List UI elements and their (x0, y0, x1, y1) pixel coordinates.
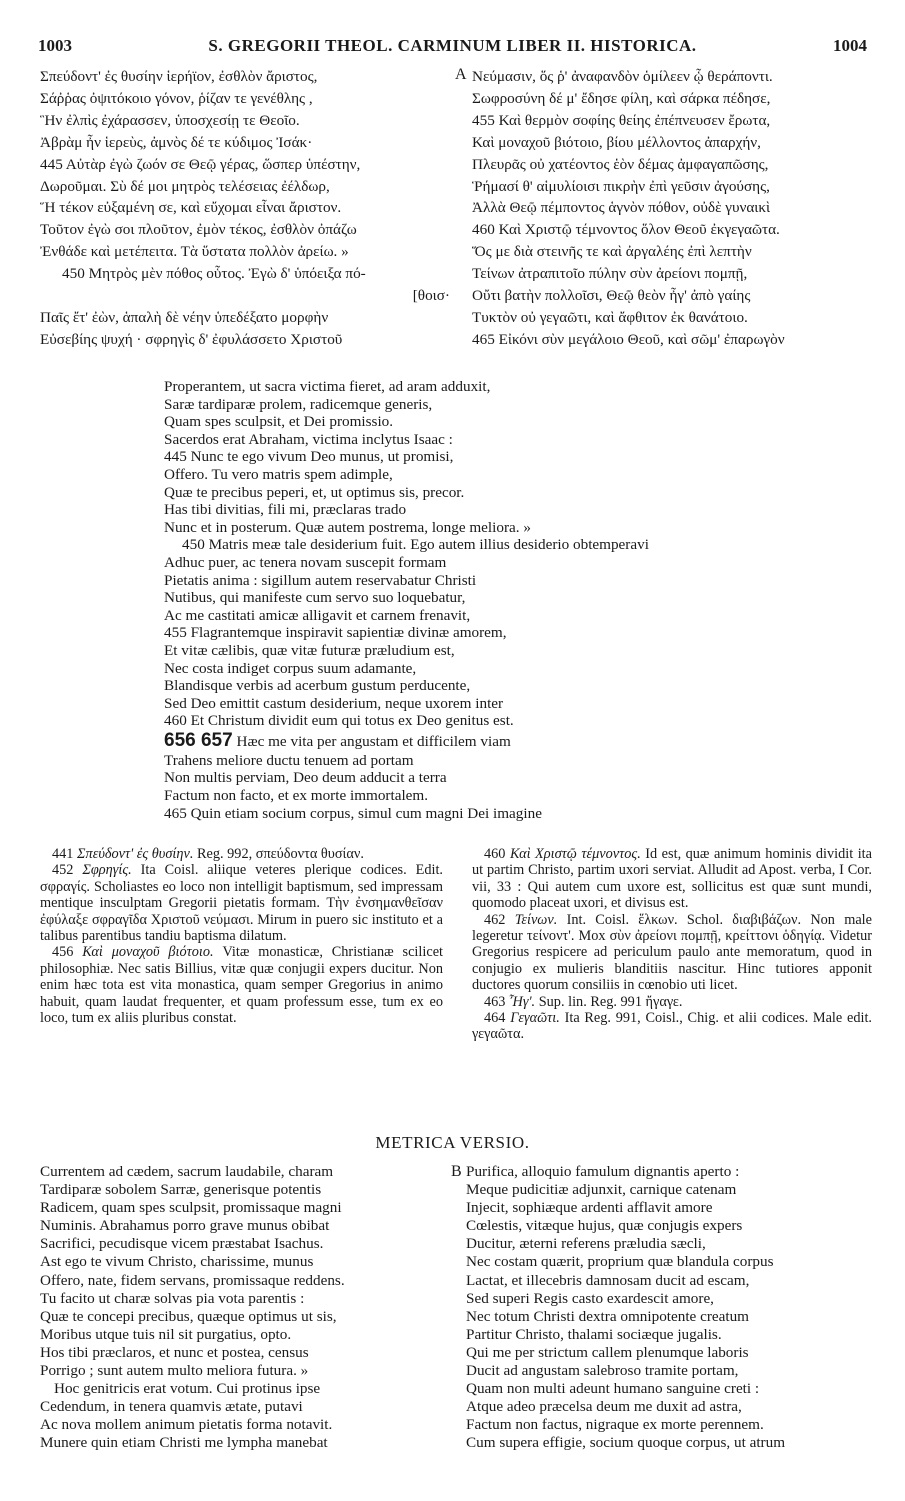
latin-line: Nunc et in posterum. Quæ autem postrema, longe meliora. » (164, 518, 531, 536)
latin-line: 445 Nunc te ego vivum Deo munus, ut promisi, (164, 448, 454, 466)
greek-line: Εὐσεβίης ψυχή · σφρηγὶς δ' ἐφυλάσσετο Χριστοῦ (40, 330, 343, 348)
verse-line: Sacrifici, pecudisque vicem præstabat Isachus. (40, 1235, 324, 1253)
greek-line: 455 Καὶ θερμὸν σοφίης θείης ἐπέπνευσεν ἔρωτα, (472, 111, 771, 129)
latin-line: Sacerdos erat Abraham, victima inclytus Isaac : (164, 430, 453, 448)
footnote-ref: 464 (484, 1010, 506, 1027)
latin-line: Factum non facto, et ex morte immortalem. (164, 787, 429, 805)
verse-line: Offero, nate, fidem servans, promissaque reddens. (40, 1271, 345, 1289)
greek-line: Οὔτι βατὴν πολλοῖσι, Θεῷ θεὸν ἦγ' ἀπὸ γαίης (472, 287, 751, 305)
footnote (40, 846, 443, 862)
verse-line: Factum non factus, nigraque ex morte perennem. (466, 1416, 764, 1434)
greek-line: Ἀλλὰ Θεῷ πέμποντος ἁγνὸν πόθον, οὐδὲ γυναικὶ (472, 199, 771, 217)
verse-line: Nec totum Christi dextra omnipotente creatum (466, 1307, 750, 1325)
greek-line: Παῖς ἔτ' ἐὼν, ἁπαλὴ δὲ νέην ὑπεδέξατο μορφὴν (40, 308, 329, 326)
page-header (38, 36, 867, 60)
page-number-right: 1004 (833, 36, 867, 55)
footnote (40, 862, 443, 944)
greek-line: Τοῦτον ἐγὼ σοι πλοῦτον, ἐμὸν τέκος, ἐσθλὸν ὀπάζω (40, 221, 357, 239)
greek-line: Σπεύδοντ' ἐς θυσίην ἱερήϊον, ἐσθλὸν ἄριστος, (40, 68, 318, 85)
verse-line: Moribus utque tuis nil sit purgatius, opto. (40, 1325, 292, 1343)
verse-line: Ac nova mollem animum pietatis forma notavit. (40, 1416, 333, 1434)
verse-line: Currentem ad cædem, sacrum laudabile, charam (40, 1163, 334, 1180)
footnote-ref: 463 (484, 993, 506, 1010)
verse-line: Cedendum, in tenera quamvis ætate, putavi (40, 1398, 303, 1416)
footnote-text: Ita Reg. 991, Coisl., Chig. et alii codices. Male edit. γεγαῶτα. (472, 1010, 872, 1043)
greek-line: Νεύμασιν, ὅς ῥ' ἀναφανδὸν ὁμίλεεν ᾧ θεράποντι. (472, 68, 773, 85)
latin-line: Nutibus, qui manifeste cum servo suo loquebatur, (164, 589, 466, 607)
verse-line: Munere quin etiam Christi me lympha manebat (40, 1434, 328, 1452)
latin-line: Et vitæ cælibis, quæ vitæ futuræ præludium est, (164, 641, 455, 659)
verse-line: Sed superi Regis casto exardescit amore, (466, 1289, 714, 1307)
latin-line: Saræ tardiparæ prolem, radicemque generis, (164, 395, 433, 413)
greek-line: Σωφροσύνη δέ μ' ἔδησε φίλη, καὶ σάρκα πέδησε, (472, 89, 771, 107)
footnotes-right-column (472, 846, 872, 1043)
metrica-versio-left-column (40, 1163, 450, 1453)
footnote (472, 1010, 872, 1043)
greek-text-right-column (472, 66, 872, 351)
column-number-marker: 656 657 (164, 729, 233, 751)
verse-line: Nec costam quærit, proprium quæ blandula corpus (466, 1253, 774, 1271)
verse-line: Cum supera effigie, socium quoque corpus, ut atrum (466, 1434, 786, 1452)
footnote-lemma: Σφρηγίς. (82, 862, 132, 879)
latin-line: Ac me castitati amicæ alligavit et carnem frenavit, (164, 606, 471, 624)
greek-line: 450 Μητρὸς μὲν πόθος οὗτος. Ἐγὼ δ' ὑπόειξα πό- (62, 265, 366, 283)
page-number-left: 1003 (38, 36, 72, 55)
running-head: S. GREGORII THEOL. CARMINUM LIBER II. HISTORICA. (208, 36, 697, 55)
footnote-lemma: Καὶ Χριστῷ τέμνοντος. (509, 846, 641, 862)
footnote (40, 944, 443, 1026)
footnote-lemma: Γεγαῶτι. (510, 1010, 560, 1027)
footnote-ref: 452 (52, 862, 74, 879)
verse-line: Numinis. Abrahamus porro grave munus obibat (40, 1217, 330, 1235)
footnote-text: Vitæ monasticæ, Christianæ scilicet philosophiæ. Nec satis Billius, vitæ quæ conjugii expers ducitur. Non enim hæc tota est vita monastica, quam semper Gregorius in animo habuit, quam laudat frequenter, et quam professum esse, tum ex eo loco, tum ex aliis pluribus constat. (40, 944, 444, 1027)
latin-line: Pietatis anima : sigillum autem reservabatur Christi (164, 571, 477, 589)
latin-line: 455 Flagrantemque inspiravit sapientiæ divinæ amorem, (164, 624, 507, 642)
greek-line-continuation: [θοισ· (412, 287, 450, 305)
column-marker-b: B (451, 1163, 462, 1180)
verse-line: Ast ego te vivum Christo, charissime, munus (40, 1253, 314, 1271)
verse-line: Hoc genitricis erat votum. Cui protinus ipse (54, 1380, 321, 1398)
footnote-text: Id est, quæ animum hominis dividit ita ut partim Christo, partim uxori serviat. Alludit ad Apost. verba, I Cor. vii, 33 : Qui autem cum uxore est, sollicitus est quæ sunt mundi, quomodo placeat uxori, et divisus est. (472, 846, 872, 912)
greek-text-left-column (40, 66, 450, 351)
greek-line: Τείνων ἀτραπιτοῖο πύλην σὺν ἀρείονι πομπῇ, (472, 265, 748, 283)
latin-line: Hæc me vita per angustam et difficilem viam (236, 732, 511, 750)
greek-line: Ὅς με διὰ στεινῆς τε καὶ ἀργαλέης ἐπὶ λεπτὴν (472, 243, 752, 261)
latin-translation (164, 378, 724, 822)
column-marker-a: A (455, 66, 467, 83)
greek-line: Ἣν ἐλπὶς ἐχάρασσεν, ὑποσχεσίῃ τε Θεοῖο. (40, 111, 300, 129)
verse-line: Cœlestis, vitæque hujus, quæ conjugis expers (466, 1217, 743, 1235)
latin-line: Offero. Tu vero matris spem adimple, (164, 465, 393, 483)
verse-line: Tu facito ut charæ solvas pia vota parentis : (40, 1289, 305, 1307)
greek-line: 445 Αὐτὰρ ἐγὼ ζωόν σε Θεῷ γέρας, ὥσπερ ὑπέστην, (40, 155, 361, 173)
greek-line: Καὶ μοναχοῦ βιότοιο, βίου μέλλοντος ἀπαρχήν, (472, 133, 761, 151)
verse-line: Porrigo ; sunt autem multo meliora futura. » (40, 1362, 309, 1380)
footnote-ref: 441 (52, 846, 74, 862)
footnote-lemma: Τείνων. (514, 911, 558, 928)
latin-line: Properantem, ut sacra victima fieret, ad aram adduxit, (164, 378, 491, 395)
greek-line: Πλευρᾶς οὐ χατέοντος ἑὸν δέμας ἀμφαγαπῶσης, (472, 155, 769, 173)
latin-line: Trahens meliore ductu tenuem ad portam (164, 751, 414, 769)
footnote-ref: 460 (484, 846, 506, 862)
verse-line: Injecit, sophiæque ardenti afflavit amore (466, 1199, 713, 1217)
footnote-lemma: Ἦγ'. (509, 993, 536, 1010)
footnote-text: Sup. lin. Reg. 991 ἤγαγε. (538, 993, 683, 1010)
footnote (472, 994, 872, 1010)
latin-line: Non multis perviam, Deo deum adducit a terra (164, 769, 447, 787)
verse-line: Qui me per strictum callem plenumque laboris (466, 1343, 749, 1361)
footnote-text: Int. Coisl. ἕλκων. Schol. διαβιβάζων. Non male legeretur τείνοντ'. Mox σὺν ἀρείονι πομπῇ, κρείττονι ὁδηγίᾳ. Videtur Gregorius respicere ad periculum paulo ante memoratum, quod in conjugio ex mulieris blanditiis nascitur. Hinc tutiores apponit ductores quorum consiliis in cœnobio uti licet. (472, 911, 872, 994)
latin-line: 460 Et Christum dividit eum qui totus ex Deo genitus est. (164, 712, 514, 730)
footnote-lemma: Σπεύδοντ' ἐς θυσίην. (77, 846, 194, 862)
latin-line: 450 Matris meæ tale desiderium fuit. Ego autem illius desiderio obtemperavi (182, 536, 649, 554)
verse-line: Ducit ad angustam salebroso tramite portam, (466, 1362, 739, 1380)
greek-line: Ῥήμασί θ' αἱμυλίοισι πικρὴν ἐπὶ γεῦσιν ἀγούσης, (472, 177, 770, 195)
latin-line: Quæ te precibus peperi, et, ut optimus sis, precor. (164, 483, 465, 501)
latin-line: 465 Quin etiam socium corpus, simul cum magni Dei imagine (164, 804, 542, 822)
verse-line: Ducitur, æterni referens præludia sæcli, (466, 1235, 706, 1253)
greek-line: Τυκτὸν οὐ γεγαῶτι, καὶ ἄφθιτον ἐκ θανάτοιο. (472, 308, 748, 326)
footnotes-left-column (40, 846, 443, 1026)
greek-line: Ἥ τέκον εὐξαμένη σε, καὶ εὔχομαι εἶναι ἄριστον. (40, 199, 342, 217)
verse-line: Quæ te concepi precibus, quæque optimus ut sis, (40, 1307, 337, 1325)
latin-line: Sed Deo emittit castum desiderium, neque uxorem inter (164, 694, 504, 712)
footnote-ref: 462 (484, 911, 506, 928)
verse-line: Partitur Christo, thalami sociæque jugalis. (466, 1325, 722, 1343)
footnote-ref: 456 (52, 944, 74, 961)
latin-line: Adhuc puer, ac tenera novam suscepit formam (164, 553, 447, 571)
footnote-text: Reg. 992, σπεύδοντα θυσίαν. (196, 846, 364, 862)
verse-line: Quam non multi adeunt humano sanguine creti : (466, 1380, 760, 1398)
footnote (472, 846, 872, 912)
verse-line: Radicem, quam spes sculpsit, promissaque magni (40, 1199, 342, 1217)
metrica-versio-right-column (466, 1163, 876, 1453)
greek-line: Δωροῦμαι. Σὺ δέ μοι μητρὸς τελέσειας ἐέλδωρ, (40, 177, 330, 195)
verse-line: Hos tibi præclaros, et nunc et postea, census (40, 1343, 309, 1361)
verse-line: Atque adeo præcelsa deum me duxit ad astra, (466, 1398, 742, 1416)
verse-line: Lactat, et illecebris damnosam ducit ad escam, (466, 1271, 750, 1289)
verse-line: Tardiparæ sobolem Sarræ, generisque potentis (40, 1181, 322, 1199)
greek-line: Σάῤῥας ὀψιτόκοιο γόνον, ῥίζαν τε γενέθλης , (40, 89, 313, 107)
greek-line: 460 Καὶ Χριστῷ τέμνοντος ὅλον Θεοῦ ἐκγεγαῶτα. (472, 221, 780, 239)
footnote-lemma: Καὶ μοναχοῦ βιότοιο. (82, 944, 214, 961)
greek-line: Ἐνθάδε καὶ μετέπειτα. Τὰ ὕστατα πολλὸν ἀρείω. » (40, 243, 349, 261)
greek-line: Ἀβρὰμ ἦν ἱερεὺς, ἀμνὸς δέ τε κύδιμος Ἰσάκ· (40, 133, 313, 151)
footnote (472, 912, 872, 994)
greek-line: 465 Εἰκόνι σὺν μεγάλοιο Θεοῦ, καὶ σῶμ' ἐπαρωγὸν (472, 330, 785, 348)
footnote-text: Ita Coisl. aliique veteres plerique codices. Edit. σφραγίς. Scholiastes eo loco non intelligit baptismum, sed impressam mentique insculptam Gregorii pietatis formam. Τὴν ἐνσημανθεῖσαν ἐφύλαξε σφραγῖδα Χριστοῦ νεύμασι. Mirum in puero sic instituto et a talibus parentibus tandiu baptisma dilatum. (40, 862, 444, 945)
verse-line: Meque pudicitiæ adjunxit, carnique catenam (466, 1181, 737, 1199)
verse-line: Purifica, alloquio famulum dignantis aperto : (466, 1163, 740, 1180)
latin-line: Blandisque verbis ad acerbum gustum perducente, (164, 677, 471, 695)
latin-line: Quam spes sculpsit, et Dei promissio. (164, 413, 394, 431)
section-title: METRICA VERSIO. (375, 1133, 530, 1152)
latin-line: Has tibi divitias, fili mi, præclaras trado (164, 501, 407, 519)
latin-line: Nec costa indiget corpus suum adamante, (164, 659, 417, 677)
